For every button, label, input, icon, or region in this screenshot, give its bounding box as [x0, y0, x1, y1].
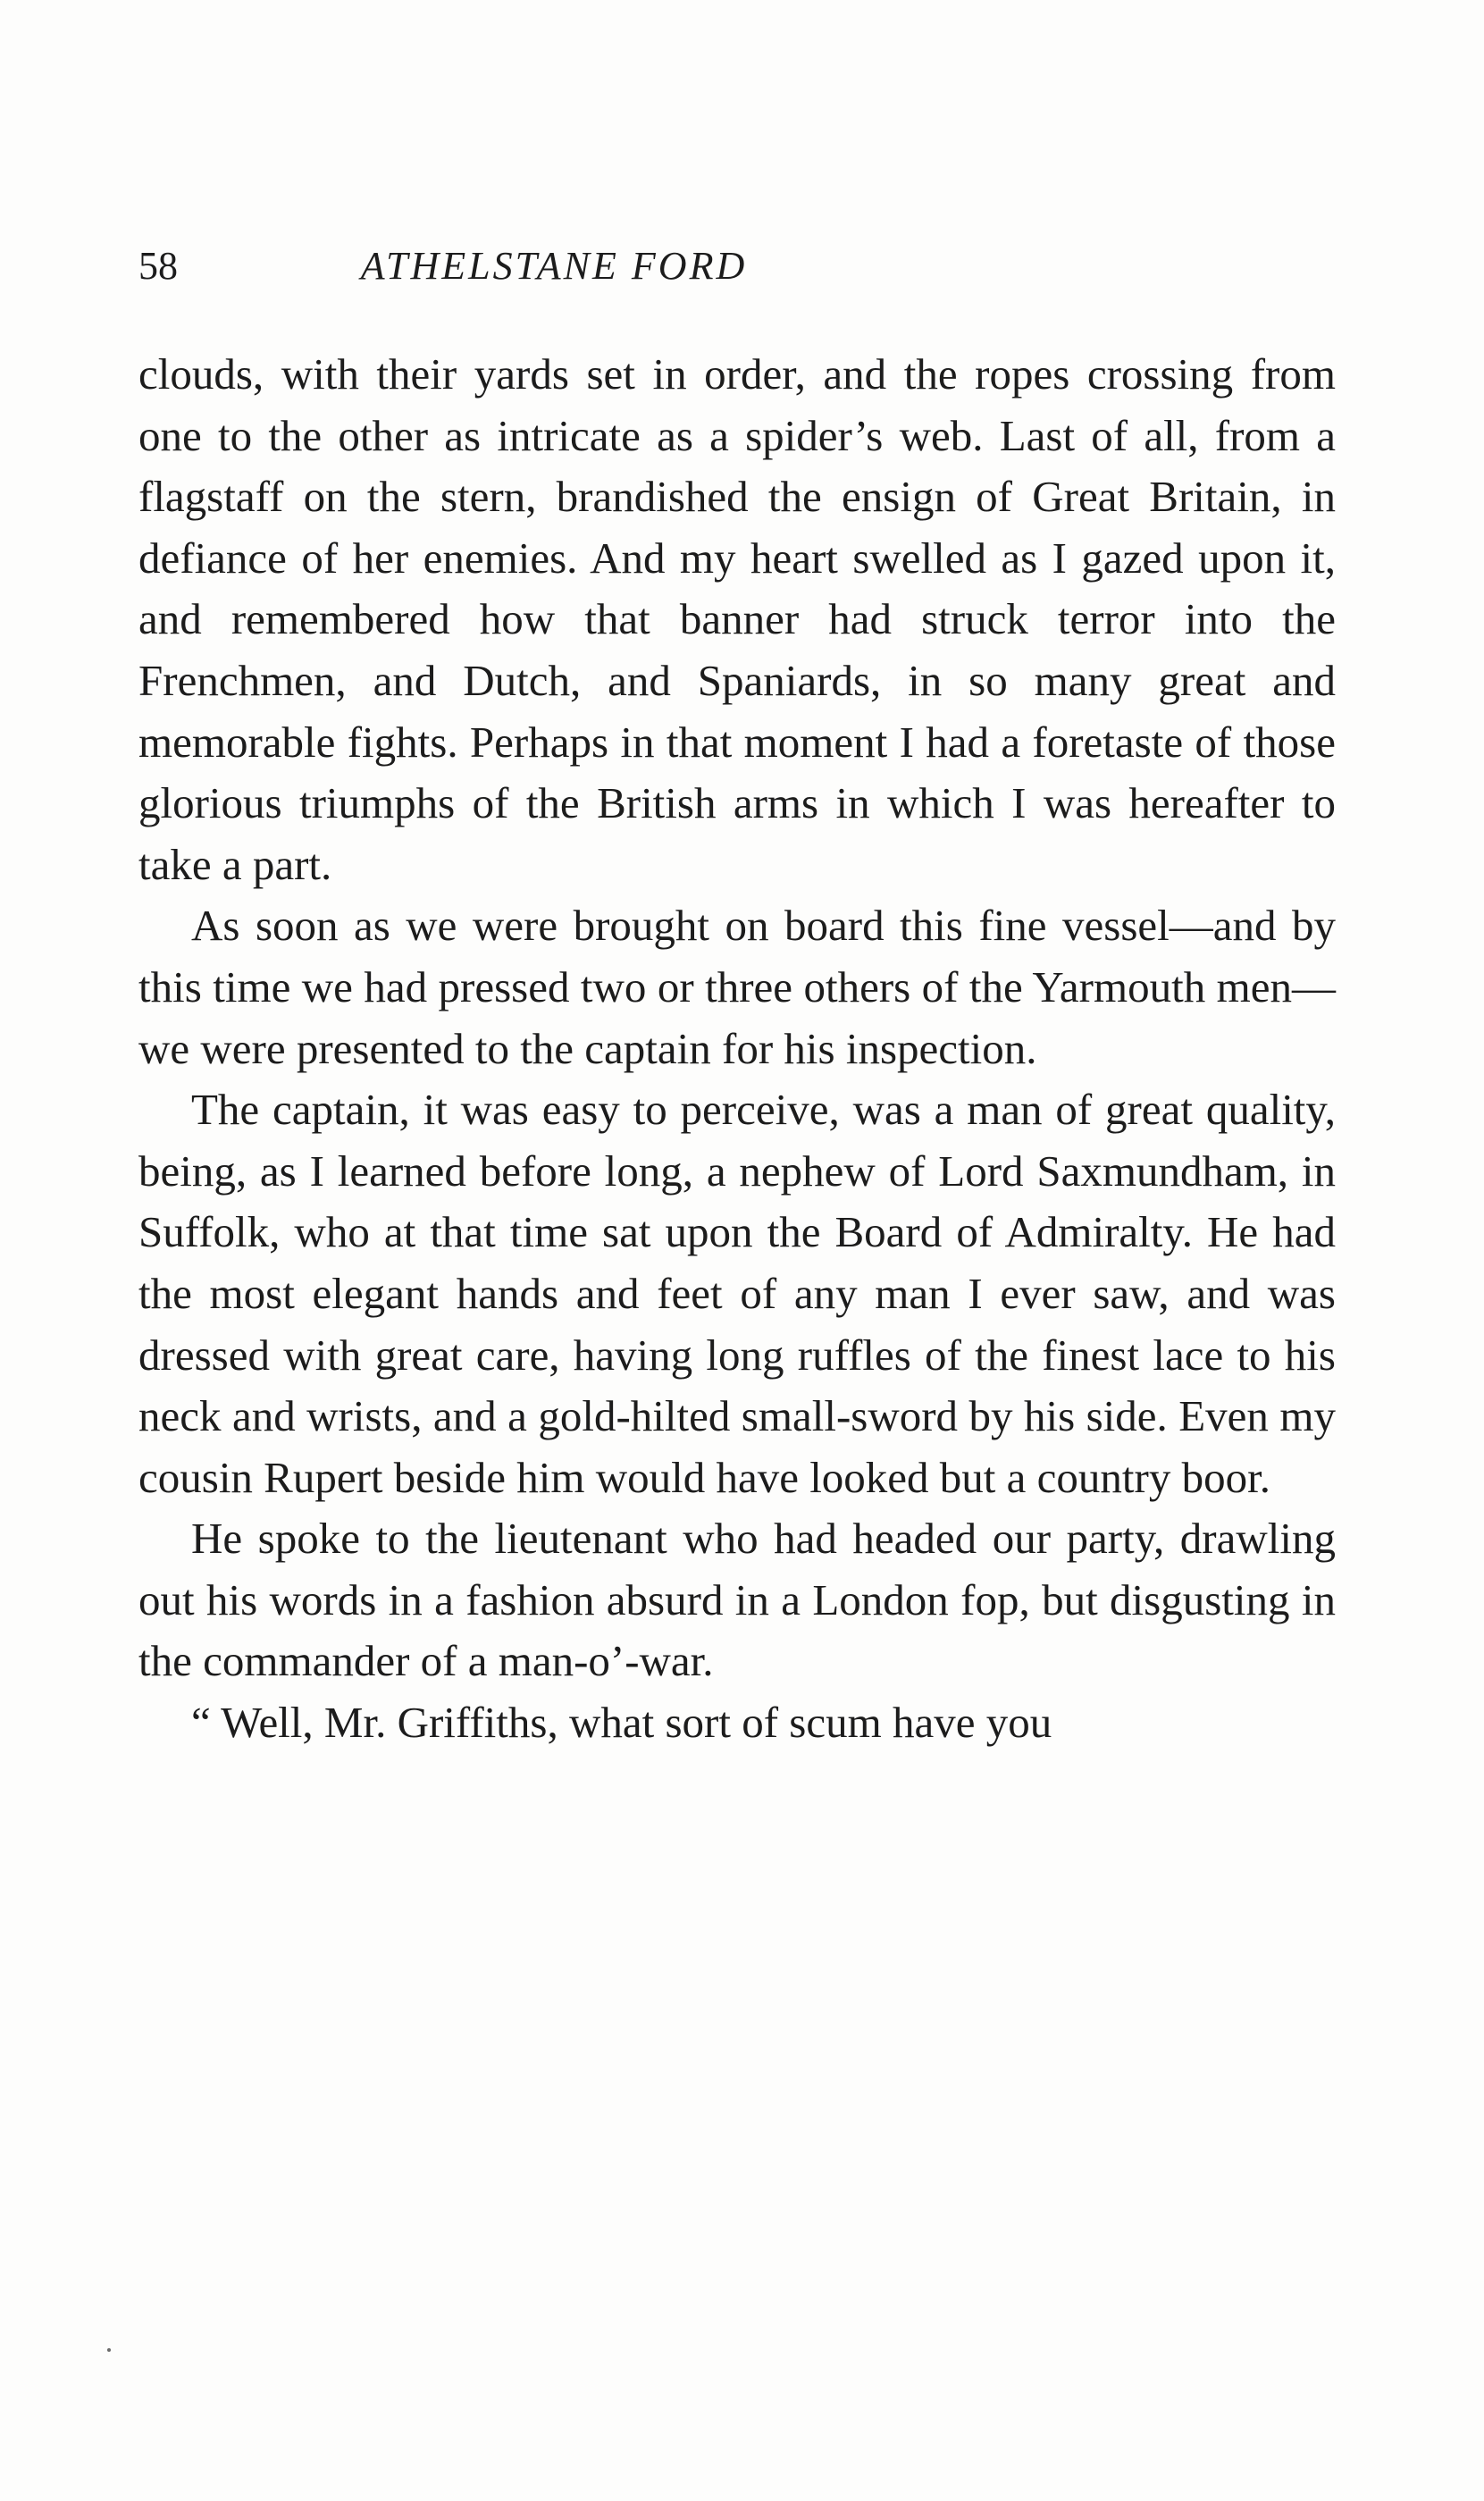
paragraph: He spoke to the lieutenant who had headed our party, drawling out his words in a fashion absurd in a London fop, but disgusting in the commander of a man-o’-war.: [138, 1514, 1336, 1686]
paragraph: clouds, with their yards set in order, and the ropes crossing from one to the other as intricate as a spider’s web. Last of all, from a flagstaff on the stern, brandished the ensign of Great Britain, in defiance of her enemies. And my heart swelled as I gazed upon it, and remembered how that banner had struck terror into the Frenchmen, and Dutch, and Spaniards, in so many great and memorable fights. Perhaps in that moment I had a foretaste of those glorious triumphs of the British arms in which I was hereafter to take a part.: [138, 349, 1336, 889]
paragraph: The captain, it was easy to perceive, was a man of great quality, being, as I learned before long, a nephew of Lord Saxmundham, in Suffolk, who at that time sat upon the Board of Admiralty. He had the most elegant hands and feet of any man I ever saw, and was dressed with great care, having long ruffles of the finest lace to his neck and wrists, and a gold-hilted small-sword by his side. Even my cousin Rupert beside him would have looked but a country boor.: [138, 1085, 1336, 1502]
stray-print-mark: [107, 2348, 111, 2352]
paragraph: As soon as we were brought on board this fine vessel—and by this time we had pressed two or three others of the Yarmouth men—we were presented to the captain for his inspection.: [138, 901, 1336, 1073]
body-text: [138, 344, 1336, 1754]
paragraph: “ Well, Mr. Griffiths, what sort of scum have you: [191, 1698, 1052, 1748]
running-head: [138, 239, 969, 293]
page-number: 58: [138, 244, 178, 288]
running-title: ATHELSTANE FORD: [360, 244, 748, 288]
